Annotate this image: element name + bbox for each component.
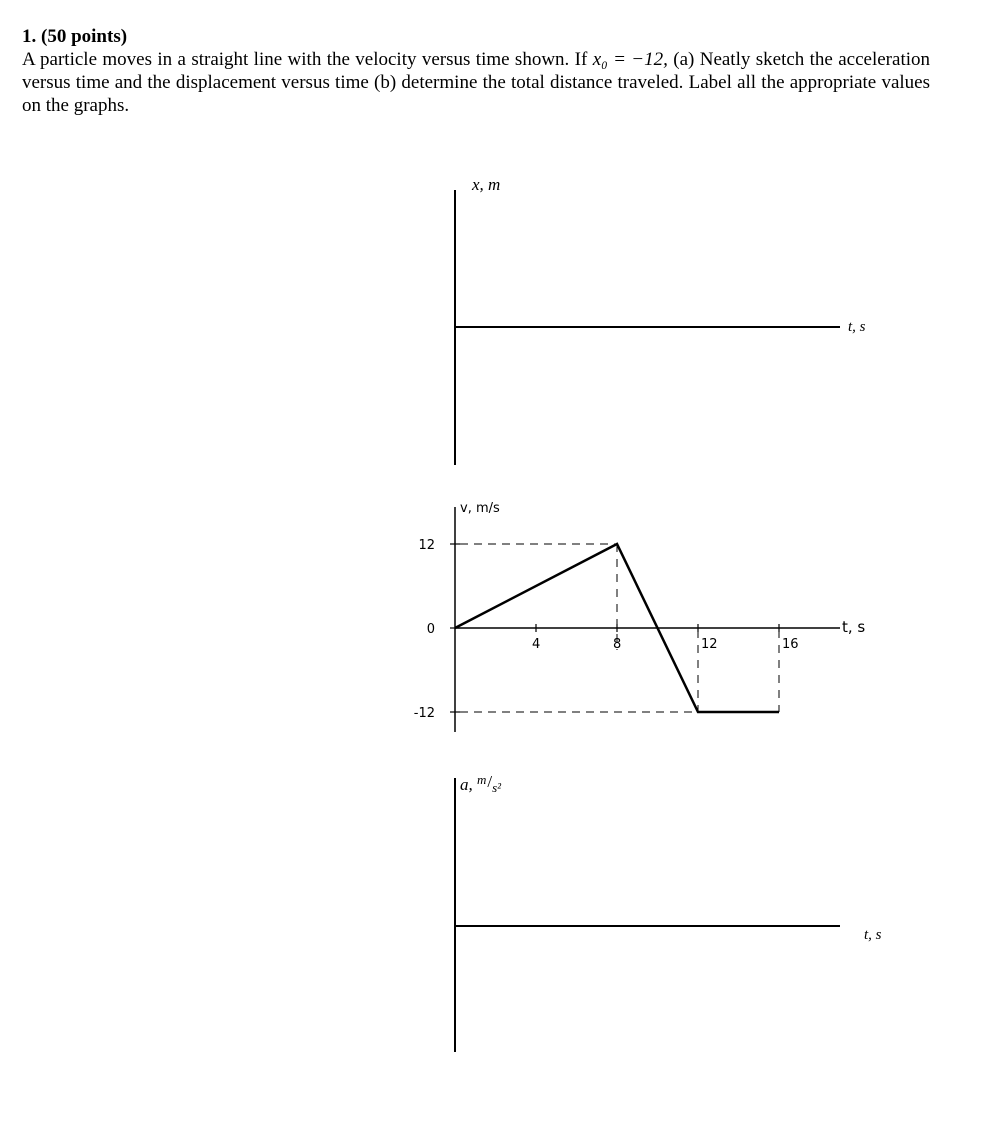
velocity-y-tick-label: 0 (426, 622, 435, 637)
position-x-label: t, s (848, 319, 866, 335)
accel-label-a: a, (460, 775, 477, 794)
velocity-y-label: v, m/s (460, 501, 500, 516)
accel-label-num: m (477, 772, 487, 787)
acceleration-x-label: t, s (864, 927, 882, 943)
velocity-x-label: t, s (842, 618, 866, 636)
velocity-y-tick-label: 12 (418, 538, 435, 553)
velocity-x-tick-label: 16 (782, 637, 799, 652)
velocity-x-tick-label: 4 (532, 637, 541, 652)
accel-label-den: s² (492, 780, 502, 795)
problem-text-part1: A particle moves in a straight line with the velocity versus time shown. If (22, 49, 593, 70)
problem-text-part2: (a) Neatly sketch the acceleration versus time and the displacement versus time (b) determine the total distance traveled. Label all the appropriate values on the graphs. (22, 49, 931, 116)
position-y-label: x, m (472, 175, 501, 194)
velocity-x-tick-label: 8 (613, 637, 622, 652)
problem-heading: 1. (50 points) (22, 26, 128, 47)
velocity-x-tick-label: 12 (701, 637, 718, 652)
acceleration-y-label: a, $^m/_{s^2}$ (460, 772, 502, 795)
velocity-y-tick-label: -12 (413, 706, 435, 721)
initial-position-equation: x₀ = −12, (592, 49, 668, 70)
